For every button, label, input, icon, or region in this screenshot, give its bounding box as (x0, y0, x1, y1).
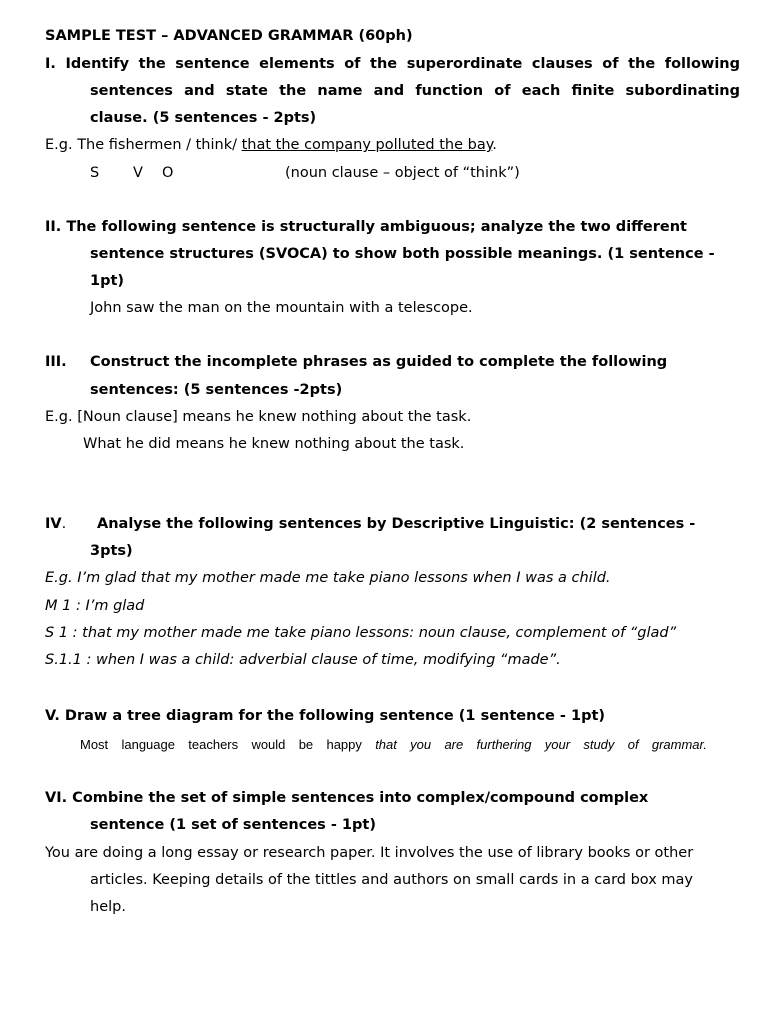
section-3-example-2: What he did means he knew nothing about the task. (83, 436, 465, 452)
section-2-heading-line-1: II. The following sentence is structurally ambiguous; analyze the two different (45, 219, 687, 235)
word: teachers (188, 737, 239, 752)
word-italic: that (375, 737, 397, 752)
section-5-heading: V. Draw a tree diagram for the following sentence (1 sentence - 1pt) (45, 708, 606, 724)
word: language (121, 737, 175, 752)
section-5-sentence (80, 736, 707, 754)
section-4-heading-line-1: Analyse the following sentences by Descriptive Linguistic: (2 sentences - (97, 516, 696, 532)
section-3-heading-line-1: Construct the incomplete phrases as guided to complete the following (90, 354, 668, 370)
word-italic: grammar. (651, 737, 707, 752)
section-1-note: (noun clause – object of “think”) (285, 165, 520, 181)
section-4-number-dot: . (61, 516, 67, 532)
word-italic: you (410, 737, 432, 752)
section-6-heading-line-1: VI. Combine the set of simple sentences into complex/compound complex (45, 790, 649, 806)
word: Most (80, 737, 109, 752)
section-3-example-1: E.g. [Noun clause] means he knew nothing about the task. (45, 409, 472, 425)
section-1-heading-line-1: I. Identify the sentence elements of the superordinate clauses of the following (45, 56, 740, 72)
tag-verb: V (133, 165, 143, 181)
word-italic: your (544, 737, 571, 752)
section-4-main-clause: M 1 : I’m glad (45, 598, 145, 614)
section-1-heading-line-2: sentences and state the name and function of each finite subordinating (90, 83, 740, 99)
word: happy (326, 737, 362, 752)
section-4-number (45, 515, 66, 533)
section-1-example (45, 136, 497, 154)
section-1-example-suffix: . (492, 137, 497, 153)
section-4-number-text: IV (45, 516, 62, 532)
section-2-heading-line-2: sentence structures (SVOCA) to show both possible meanings. (1 sentence - (90, 246, 715, 262)
section-6-paragraph-line-3: help. (90, 899, 126, 915)
tag-subject: S (90, 165, 100, 181)
section-4-heading-line-2: 3pts) (90, 543, 133, 559)
word-italic: furthering (476, 737, 532, 752)
section-4-subclause-1-1: S.1.1 : when I was a child: adverbial clause of time, modifying “made”. (45, 652, 561, 668)
word-italic: are (444, 737, 464, 752)
section-6-heading-line-2: sentence (1 set of sentences - 1pt) (90, 817, 376, 833)
section-1-heading-line-3: clause. (5 sentences - 2pts) (90, 110, 317, 126)
section-2-example: John saw the man on the mountain with a telescope. (90, 300, 473, 316)
word: would (251, 737, 286, 752)
section-1-example-underlined: that the company polluted the bay (241, 137, 493, 153)
word: be (298, 737, 314, 752)
word-italic: of (627, 737, 639, 752)
tag-object: O (162, 165, 174, 181)
section-3-number: III. (45, 354, 67, 370)
section-4-example: E.g. I’m glad that my mother made me take piano lessons when I was a child. (45, 570, 611, 586)
section-6-paragraph-line-1: You are doing a long essay or research paper. It involves the use of library books or other (45, 845, 694, 861)
word-italic: study (583, 737, 615, 752)
section-2-heading-line-3: 1pt) (90, 273, 125, 289)
section-6-paragraph-line-2: articles. Keeping details of the tittles and authors on small cards in a card box may (90, 872, 694, 888)
test-title: SAMPLE TEST – ADVANCED GRAMMAR (60ph) (45, 28, 413, 44)
section-1-example-prefix: E.g. The fishermen / think/ (45, 137, 242, 153)
section-3-heading-line-2: sentences: (5 sentences -2pts) (90, 382, 343, 398)
section-4-subclause-1: S 1 : that my mother made me take piano lessons: noun clause, complement of “glad” (45, 625, 677, 641)
